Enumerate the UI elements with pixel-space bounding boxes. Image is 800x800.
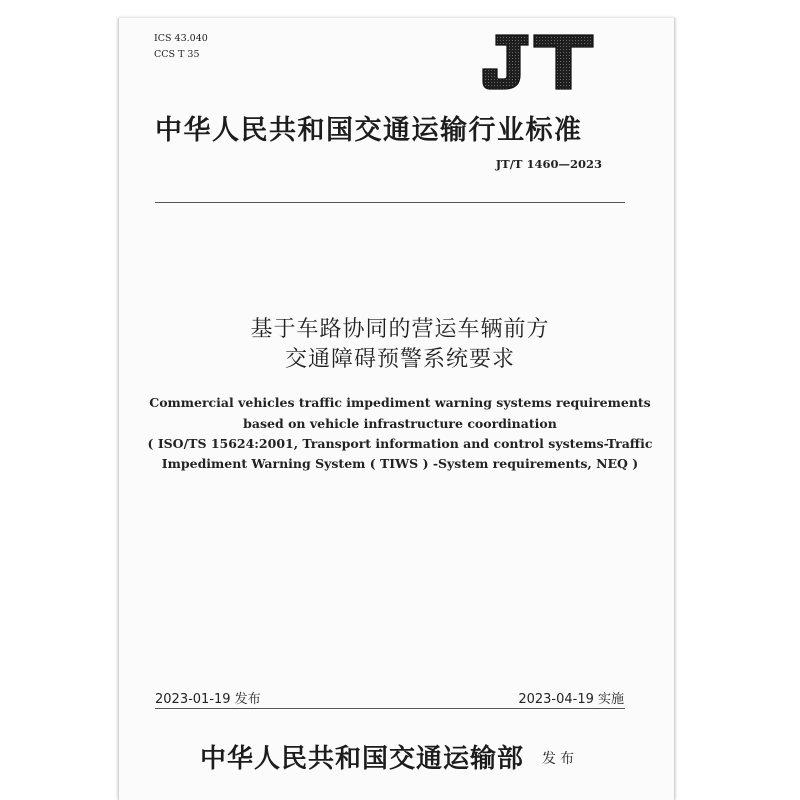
jt-logo xyxy=(482,31,594,91)
top-divider xyxy=(155,202,625,203)
standard-number: JT/T 1460—2023 xyxy=(495,157,602,171)
industry-standard-title: 中华人民共和国交通运输行业标准 xyxy=(155,115,583,146)
implementation-date: 2023-04-19 实施 xyxy=(518,692,624,707)
english-title-line-4: Impediment Warning System ( TIWS ) -System requirements, NEQ ) xyxy=(161,456,639,471)
english-title-line-3: ( ISO/TS 15624:2001, Transport information and control systems-Traffic xyxy=(147,436,653,451)
bottom-divider xyxy=(155,708,625,709)
english-title-line-1: Commercial vehicles traffic impediment warning systems requirements xyxy=(149,395,651,410)
chinese-title-line-1: 基于车路协同的营运车辆前方 xyxy=(250,317,550,342)
publish-label: 发布 xyxy=(542,751,578,767)
ccs-code: CCS T 35 xyxy=(154,49,200,60)
publisher-name: 中华人民共和国交通运输部 xyxy=(200,744,525,774)
chinese-title-line-2: 交通障碍预警系统要求 xyxy=(284,347,515,372)
english-title-line-2: based on vehicle infrastructure coordination xyxy=(243,416,557,431)
ics-code: ICS 43.040 xyxy=(154,33,208,44)
issue-date: 2023-01-19 发布 xyxy=(155,692,261,707)
classification-codes xyxy=(154,31,208,63)
